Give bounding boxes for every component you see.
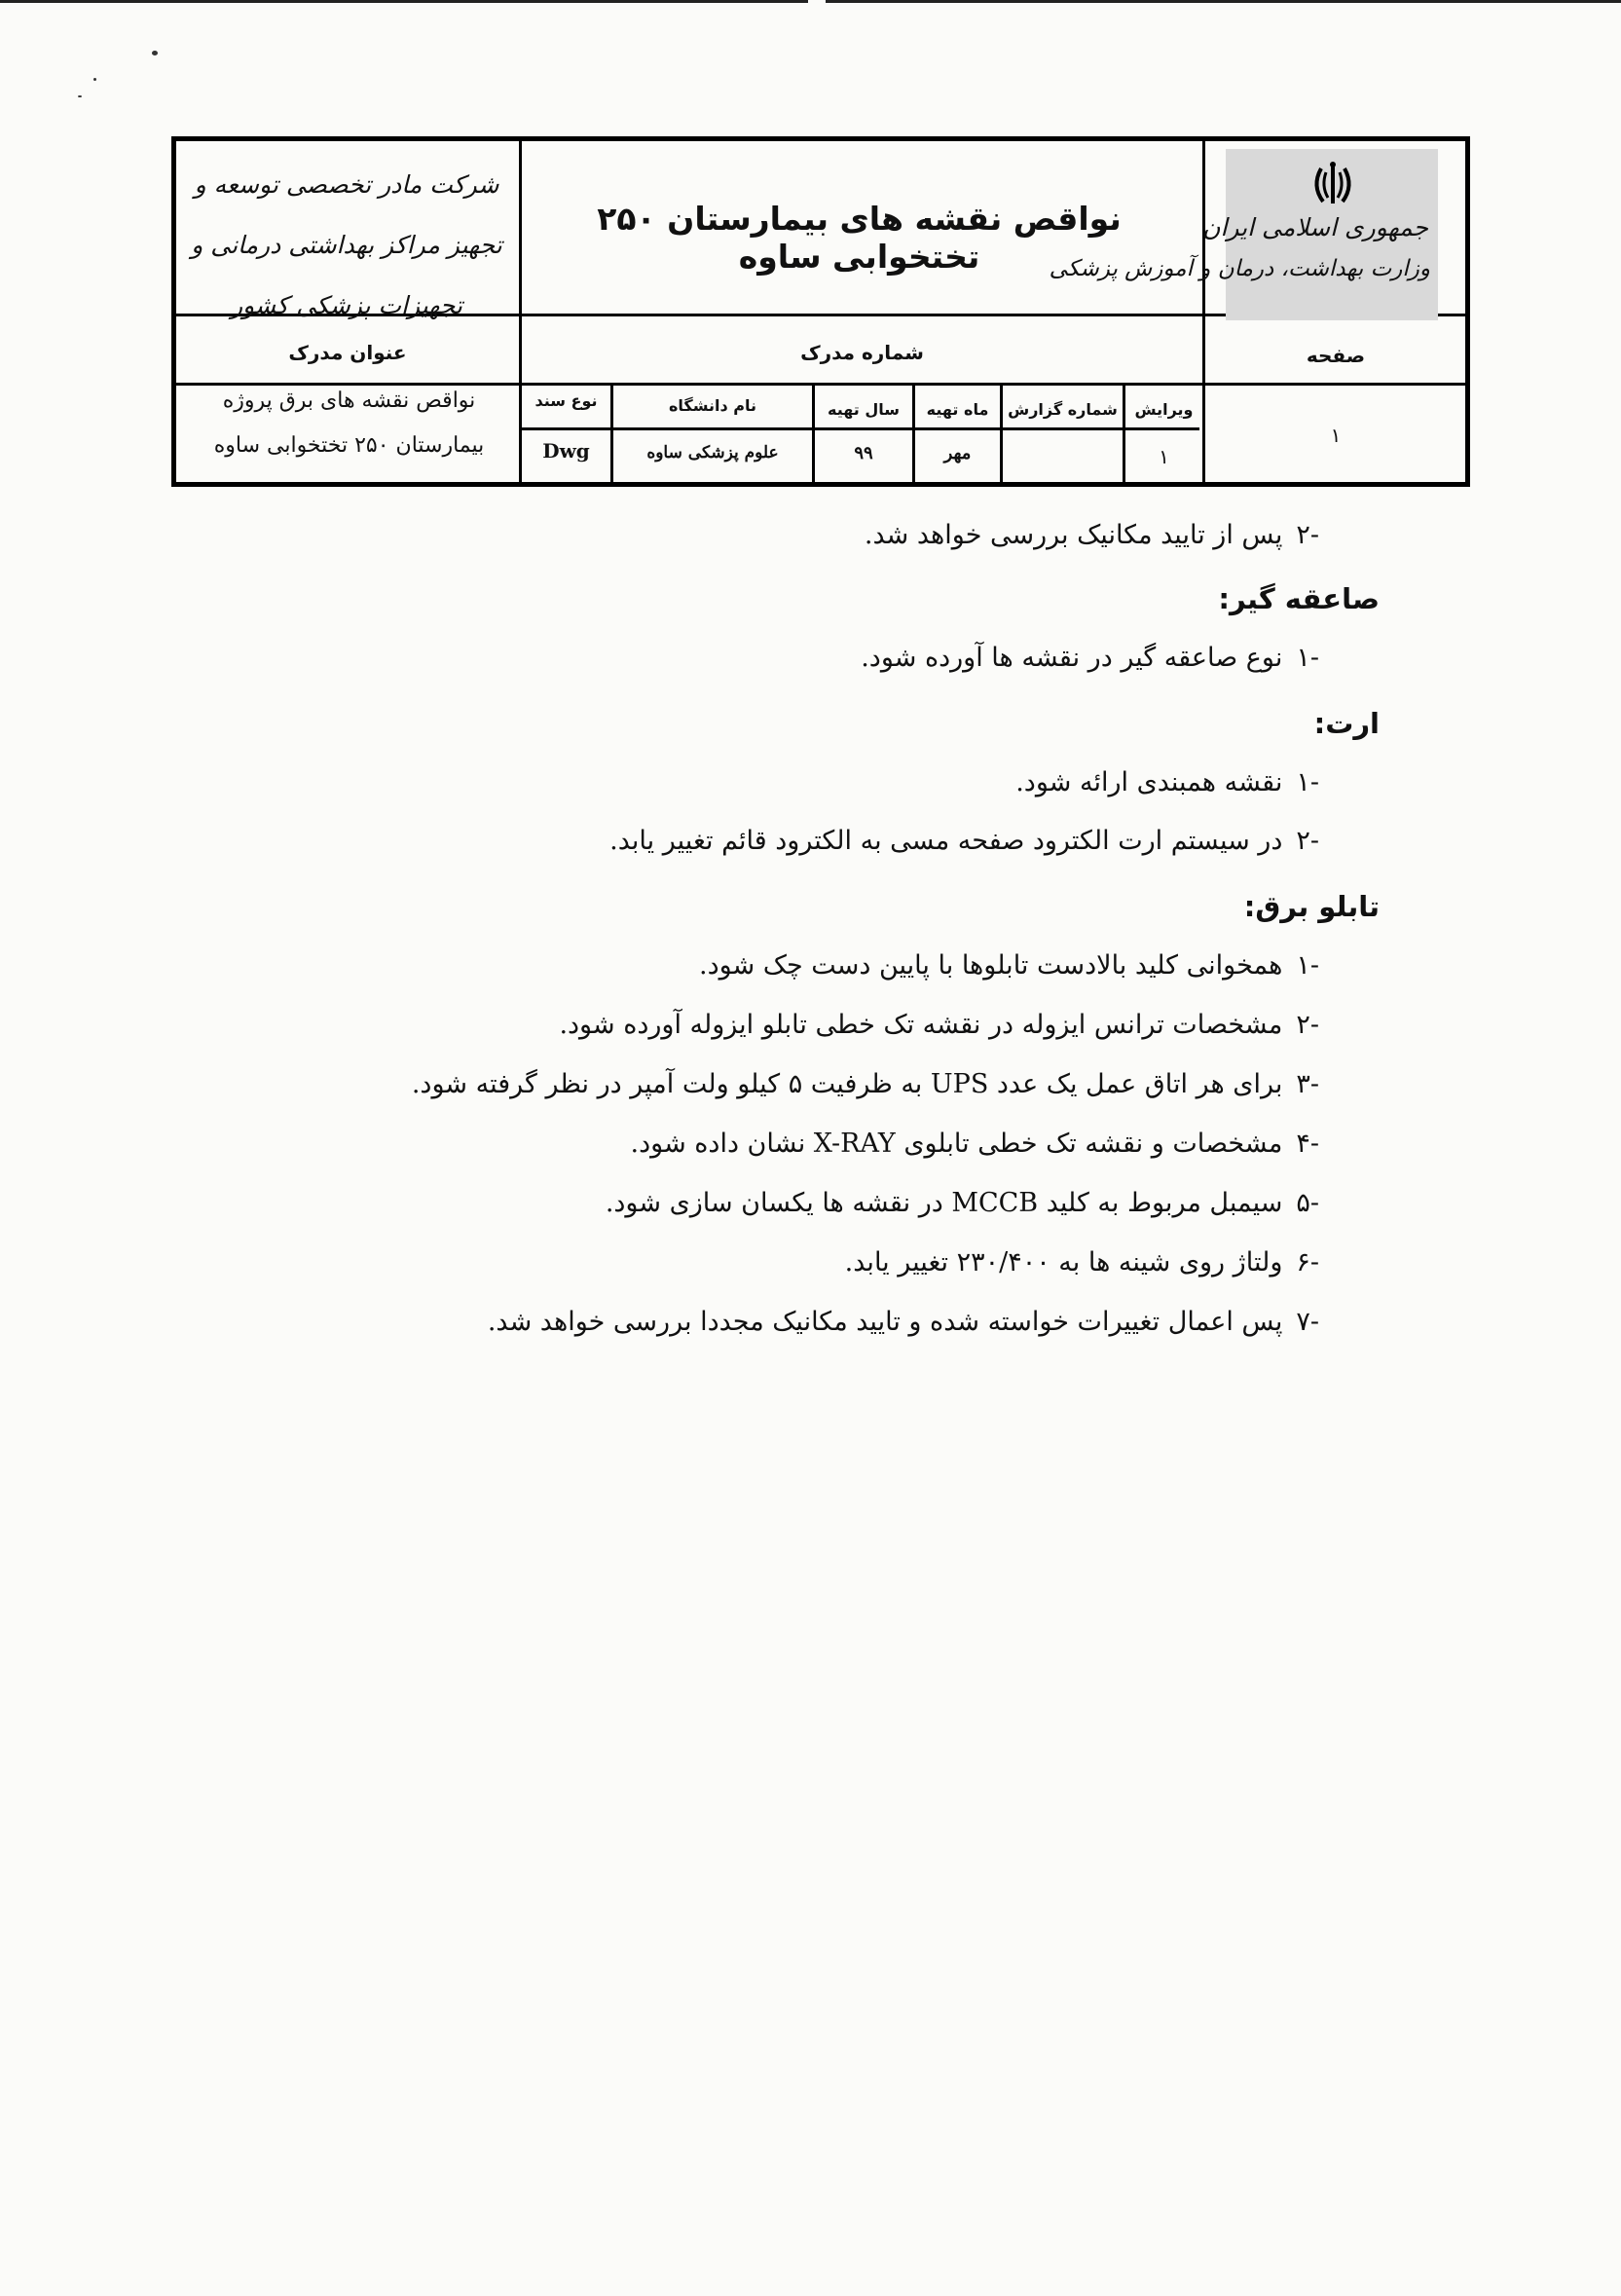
item-text: نوع صاعقه گیر در نقشه ها آورده شود. [861, 643, 1283, 673]
item-text: مشخصات ترانس ایزوله در نقشه تک خطی تابلو ایزوله آورده شود. [559, 1010, 1283, 1040]
table-divider [912, 383, 915, 482]
label-prep-month: ماه تهیه [926, 400, 989, 419]
value-page: ۱ [1330, 424, 1342, 447]
company-name: شرکت مادر تخصصی توسعه و تجهیز مراکز بهداشتی درمانی و تجهیزات پزشکی کشور [191, 170, 502, 319]
item-number: -۱ [1296, 950, 1319, 981]
value-doc-type: Dwg [542, 439, 590, 463]
label-doc-number: شماره مدرک [800, 341, 924, 364]
scan-speck [152, 51, 158, 56]
item-number: -۱ [1296, 643, 1319, 673]
list-item [865, 520, 1319, 550]
doc-title-line2: بیمارستان ۲۵۰ تختخوابی ساوه [213, 433, 485, 458]
item-text: مشخصات و نقشه تک خطی تابلوی X-RAY نشان داده شود. [630, 1129, 1283, 1159]
table-divider [519, 141, 522, 482]
value-prep-month: مهر [943, 443, 972, 463]
list-item [861, 643, 1319, 673]
item-number: -۳ [1296, 1069, 1319, 1099]
item-number: -۱ [1296, 767, 1319, 797]
ministry-logo [1049, 149, 1438, 320]
item-number: -۵ [1296, 1188, 1319, 1218]
label-page: صفحه [1306, 344, 1366, 367]
table-divider [812, 383, 815, 482]
item-text: همخوانی کلید بالادست تابلوها با پایین دست چک شود. [699, 950, 1283, 981]
label-edition: ویرایش [1134, 400, 1194, 419]
iran-emblem-icon [1309, 159, 1356, 209]
scan-edge [0, 0, 808, 3]
list-item [845, 1247, 1319, 1278]
list-item [488, 1307, 1319, 1337]
list-item [699, 950, 1319, 981]
document-header-table [171, 136, 1470, 487]
item-text: پس از تایید مکانیک بررسی خواهد شد. [864, 520, 1283, 550]
scan-speck [78, 95, 82, 97]
value-university: علوم پزشکی ساوه [646, 443, 779, 463]
item-text: در سیستم ارت الکترود صفحه مسی به الکترود قائم تغییر یابد. [609, 826, 1283, 856]
section-heading-panel: تابلو برق: [1243, 890, 1380, 923]
item-number: -۲ [1296, 1010, 1319, 1040]
table-divider [522, 427, 1199, 430]
value-prep-year: ۹۹ [854, 443, 873, 463]
table-divider [1000, 383, 1003, 482]
item-number: -۲ [1296, 520, 1319, 550]
list-item [609, 826, 1319, 856]
item-text: سیمبل مربوط به کلید MCCB در نقشه ها یکسان سازی شود. [605, 1188, 1283, 1218]
item-number: -۶ [1296, 1247, 1319, 1278]
scan-edge [826, 0, 1621, 3]
item-text: ولتاژ روی شینه ها به ۲۳۰/۴۰۰ تغییر یابد. [844, 1247, 1283, 1278]
scan-speck [93, 78, 96, 81]
label-doc-type: نوع سند [534, 391, 598, 410]
list-item [559, 1010, 1319, 1040]
list-item [606, 1188, 1319, 1218]
item-number: -۲ [1296, 826, 1319, 856]
label-prep-year: سال تهیه [828, 400, 900, 419]
emblem-text-line1: جمهوری اسلامی ایران [1202, 213, 1428, 241]
label-university: نام دانشگاه [668, 396, 757, 415]
list-item [631, 1129, 1319, 1159]
item-number: -۴ [1296, 1129, 1319, 1159]
list-item [412, 1069, 1319, 1099]
item-text: برای هر اتاق عمل یک عدد UPS به ظرفیت ۵ کیلو ولت آمپر در نظر گرفته شود. [411, 1069, 1283, 1099]
item-text: پس اعمال تغییرات خواسته شده و تایید مکانیک مجددا بررسی خواهد شد. [487, 1307, 1283, 1337]
document-title: نواقص نقشه های بیمارستان ۲۵۰ تختخوابی ساوه [597, 200, 1122, 276]
emblem-text-line2: وزارت بهداشت، درمان و آموزش پزشکی [1049, 256, 1430, 281]
value-doc-title [181, 379, 517, 468]
label-report-number: شماره گزارش [1008, 400, 1118, 419]
list-item [1015, 767, 1319, 797]
label-doc-title: عنوان مدرک [288, 341, 407, 364]
section-heading-lightning: صاعقه گیر: [1218, 582, 1380, 615]
doc-title-line1: نواقص نقشه های برق پروژه [222, 389, 476, 413]
item-text: نقشه همبندی ارائه شود. [1015, 767, 1283, 797]
section-heading-earth: ارت: [1313, 707, 1380, 740]
value-edition: ۱ [1159, 445, 1169, 468]
item-number: -۷ [1296, 1307, 1319, 1337]
